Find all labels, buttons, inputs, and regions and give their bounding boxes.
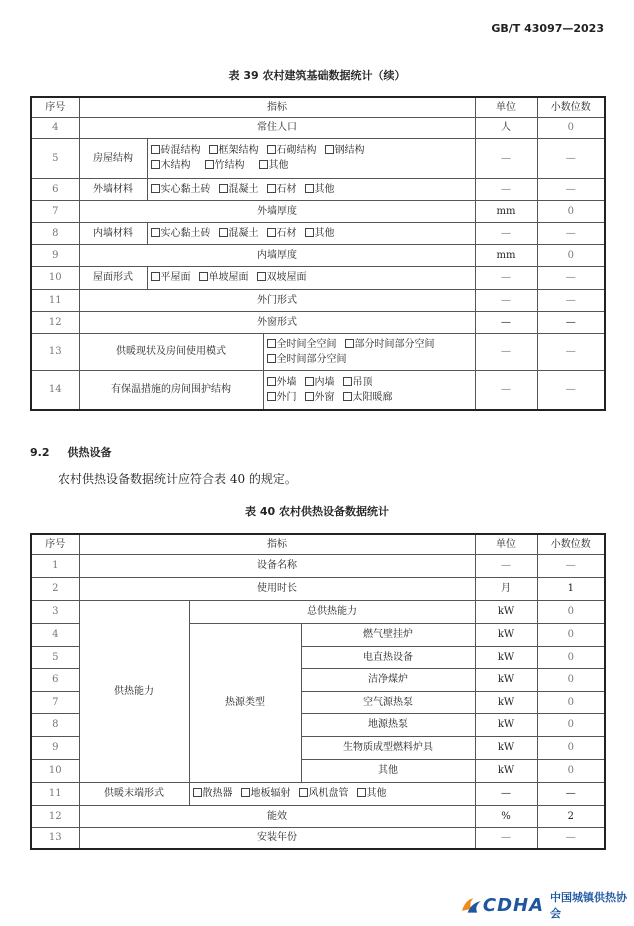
row-number: 11: [31, 289, 79, 311]
decimals-cell: 0: [537, 668, 605, 691]
table-row: [31, 370, 605, 410]
unit-cell: —: [475, 289, 537, 311]
header-cell: 小数位数: [537, 97, 605, 117]
table39: [30, 96, 606, 411]
unit-cell: —: [475, 222, 537, 244]
unit-cell: —: [475, 266, 537, 289]
indicator-cell: 总供热能力: [189, 600, 475, 623]
group-label-heat-capacity: 供热能力: [79, 600, 189, 782]
table-row: [31, 289, 605, 311]
decimals-cell: 0: [537, 713, 605, 736]
table-row: [31, 554, 605, 577]
table-row: [31, 117, 605, 138]
indicator-cell: 安装年份: [79, 827, 475, 849]
row-number: 4: [31, 623, 79, 646]
row-number: 12: [31, 311, 79, 333]
checkbox-option[interactable]: 全时间全空间: [267, 337, 337, 352]
unit-cell: mm: [475, 200, 537, 222]
row-number: 7: [31, 200, 79, 222]
row-number: 9: [31, 736, 79, 759]
row-number: 10: [31, 759, 79, 782]
cdha-logo: [460, 889, 634, 921]
indicator-cell: 燃气壁挂炉: [301, 623, 475, 646]
table-row: [31, 600, 605, 623]
decimals-cell: 0: [537, 759, 605, 782]
decimals-cell: —: [537, 554, 605, 577]
header-cell: 单位: [475, 97, 537, 117]
checkbox-option[interactable]: 石材: [267, 226, 297, 241]
indicator-cell: 外窗形式: [79, 311, 475, 333]
row-number: 4: [31, 117, 79, 138]
decimals-cell: 0: [537, 691, 605, 713]
options-cell: [189, 782, 475, 805]
indicator-cell: 空气源热泵: [301, 691, 475, 713]
indicator-cell: 外墙厚度: [79, 200, 475, 222]
decimals-cell: 2: [537, 805, 605, 827]
indicator-cell: 电直热设备: [301, 646, 475, 668]
indicator-cell: 供暖末端形式: [79, 782, 189, 805]
header-cell: 指标: [79, 534, 475, 554]
section-number: 9.2: [30, 446, 50, 459]
header-cell: 指标: [79, 97, 475, 117]
decimals-cell: —: [537, 222, 605, 244]
options-cell: [263, 370, 475, 410]
unit-cell: kW: [475, 736, 537, 759]
decimals-cell: —: [537, 333, 605, 370]
unit-cell: kW: [475, 713, 537, 736]
table-row: [31, 266, 605, 289]
checkbox-option[interactable]: 石砌结构: [267, 143, 317, 158]
organization-name: 中国城镇供热协会: [550, 891, 628, 920]
checkbox-option[interactable]: 双坡屋面: [257, 270, 307, 285]
decimals-cell: —: [537, 311, 605, 333]
checkbox-option[interactable]: 其他: [357, 786, 387, 801]
table-row: [31, 178, 605, 200]
indicator-cell: 内墙材料: [79, 222, 147, 244]
unit-cell: —: [475, 827, 537, 849]
decimals-cell: —: [537, 827, 605, 849]
checkbox-option[interactable]: 单坡屋面: [199, 270, 249, 285]
row-number: 7: [31, 691, 79, 713]
decimals-cell: 1: [537, 577, 605, 600]
decimals-cell: —: [537, 178, 605, 200]
checkbox-option[interactable]: 实心黏土砖: [151, 226, 211, 241]
unit-cell: kW: [475, 668, 537, 691]
table-row: [31, 244, 605, 266]
row-number: 6: [31, 668, 79, 691]
header-cell: 单位: [475, 534, 537, 554]
checkbox-option[interactable]: 混凝土: [219, 226, 259, 241]
unit-cell: —: [475, 138, 537, 178]
indicator-cell: 洁净煤炉: [301, 668, 475, 691]
checkbox-option[interactable]: 钢结构: [325, 143, 365, 158]
row-number: 6: [31, 178, 79, 200]
checkbox-option[interactable]: 外门: [267, 390, 297, 405]
indicator-cell: 能效: [79, 805, 475, 827]
indicator-cell: 供暖现状及房间使用模式: [79, 333, 263, 370]
options-cell: [263, 333, 475, 370]
unit-cell: %: [475, 805, 537, 827]
checkbox-option[interactable]: 砖混结构: [151, 143, 201, 158]
decimals-cell: 0: [537, 117, 605, 138]
checkbox-option[interactable]: 外墙: [267, 375, 297, 390]
checkbox-option[interactable]: 地板辐射: [241, 786, 291, 801]
decimals-cell: 0: [537, 200, 605, 222]
table-row: [31, 782, 605, 805]
checkbox-option[interactable]: 内墙: [305, 375, 335, 390]
unit-cell: —: [475, 782, 537, 805]
indicator-cell: 使用时长: [79, 577, 475, 600]
unit-cell: —: [475, 370, 537, 410]
table-row: [31, 138, 605, 178]
indicator-cell: 其他: [301, 759, 475, 782]
decimals-cell: 0: [537, 646, 605, 668]
decimals-cell: 0: [537, 600, 605, 623]
unit-cell: —: [475, 554, 537, 577]
checkbox-option[interactable]: 平屋面: [151, 270, 191, 285]
table-row: [31, 805, 605, 827]
table39-title: 表 39 农村建筑基础数据统计（续）: [228, 69, 406, 82]
table-row: [31, 200, 605, 222]
unit-cell: 人: [475, 117, 537, 138]
unit-cell: mm: [475, 244, 537, 266]
checkbox-option[interactable]: 实心黏土砖: [151, 182, 211, 197]
indicator-cell: 外墙材料: [79, 178, 147, 200]
section-title: 供热设备: [67, 446, 112, 459]
checkbox-option[interactable]: 部分时间部分空间: [345, 337, 435, 352]
options-cell: [147, 266, 475, 289]
row-number: 10: [31, 266, 79, 289]
unit-cell: —: [475, 333, 537, 370]
decimals-cell: —: [537, 138, 605, 178]
decimals-cell: 0: [537, 244, 605, 266]
unit-cell: kW: [475, 759, 537, 782]
section-paragraph: 农村供热设备数据统计应符合表 40 的规定。: [58, 472, 297, 486]
row-number: 11: [31, 782, 79, 805]
checkbox-option[interactable]: 竹结构: [205, 158, 245, 173]
row-number: 13: [31, 333, 79, 370]
indicator-cell: 有保温措施的房间围护结构: [79, 370, 263, 410]
section-heading: [30, 444, 112, 460]
group-label-heat-source: 热源类型: [189, 623, 301, 782]
decimals-cell: —: [537, 289, 605, 311]
row-number: 13: [31, 827, 79, 849]
indicator-cell: 地源热泵: [301, 713, 475, 736]
table-header-row: [31, 97, 605, 117]
checkbox-option[interactable]: 吊顶: [343, 375, 373, 390]
row-number: 5: [31, 646, 79, 668]
checkbox-option[interactable]: 太阳暖廊: [343, 390, 393, 405]
unit-cell: kW: [475, 600, 537, 623]
indicator-cell: 设备名称: [79, 554, 475, 577]
unit-cell: 月: [475, 577, 537, 600]
decimals-cell: —: [537, 782, 605, 805]
unit-cell: —: [475, 178, 537, 200]
table40: [30, 533, 606, 850]
options-cell: [147, 178, 475, 200]
row-number: 9: [31, 244, 79, 266]
options-cell: [147, 138, 475, 178]
options-cell: [147, 222, 475, 244]
checkbox-option[interactable]: 石材: [267, 182, 297, 197]
checkbox-option[interactable]: 框架结构: [209, 143, 259, 158]
indicator-cell: 内墙厚度: [79, 244, 475, 266]
row-number: 3: [31, 600, 79, 623]
indicator-cell: 外门形式: [79, 289, 475, 311]
row-number: 8: [31, 222, 79, 244]
checkbox-option[interactable]: 散热器: [193, 786, 233, 801]
decimals-cell: —: [537, 266, 605, 289]
checkbox-option[interactable]: 木结构: [151, 158, 191, 173]
checkbox-option[interactable]: 外窗: [305, 390, 335, 405]
flame-logo-icon: [460, 895, 483, 915]
row-number: 8: [31, 713, 79, 736]
indicator-cell: 房屋结构: [79, 138, 147, 178]
checkbox-option[interactable]: 风机盘管: [299, 786, 349, 801]
standard-number: GB/T 43097—2023: [491, 22, 604, 35]
row-number: 5: [31, 138, 79, 178]
decimals-cell: 0: [537, 623, 605, 646]
checkbox-option[interactable]: 其他: [305, 226, 335, 241]
checkbox-option[interactable]: 其他: [305, 182, 335, 197]
table-row: [31, 577, 605, 600]
unit-cell: kW: [475, 646, 537, 668]
decimals-cell: —: [537, 370, 605, 410]
table-row: [31, 333, 605, 370]
header-cell: 序号: [31, 97, 79, 117]
row-number: 1: [31, 554, 79, 577]
logo-mark: CDHA: [482, 894, 545, 916]
indicator-cell: 生物质成型燃料炉具: [301, 736, 475, 759]
row-number: 2: [31, 577, 79, 600]
checkbox-option[interactable]: 混凝土: [219, 182, 259, 197]
row-number: 12: [31, 805, 79, 827]
checkbox-option[interactable]: 全时间部分空间: [267, 352, 347, 367]
unit-cell: kW: [475, 623, 537, 646]
unit-cell: —: [475, 311, 537, 333]
header-cell: 序号: [31, 534, 79, 554]
decimals-cell: 0: [537, 736, 605, 759]
indicator-cell: 常住人口: [79, 117, 475, 138]
table-row: [31, 311, 605, 333]
unit-cell: kW: [475, 691, 537, 713]
table-row: [31, 827, 605, 849]
row-number: 14: [31, 370, 79, 410]
table40-title: 表 40 农村供热设备数据统计: [245, 505, 389, 518]
header-cell: 小数位数: [537, 534, 605, 554]
table-row: [31, 222, 605, 244]
indicator-cell: 屋面形式: [79, 266, 147, 289]
checkbox-option[interactable]: 其他: [259, 158, 289, 173]
table-header-row: [31, 534, 605, 554]
